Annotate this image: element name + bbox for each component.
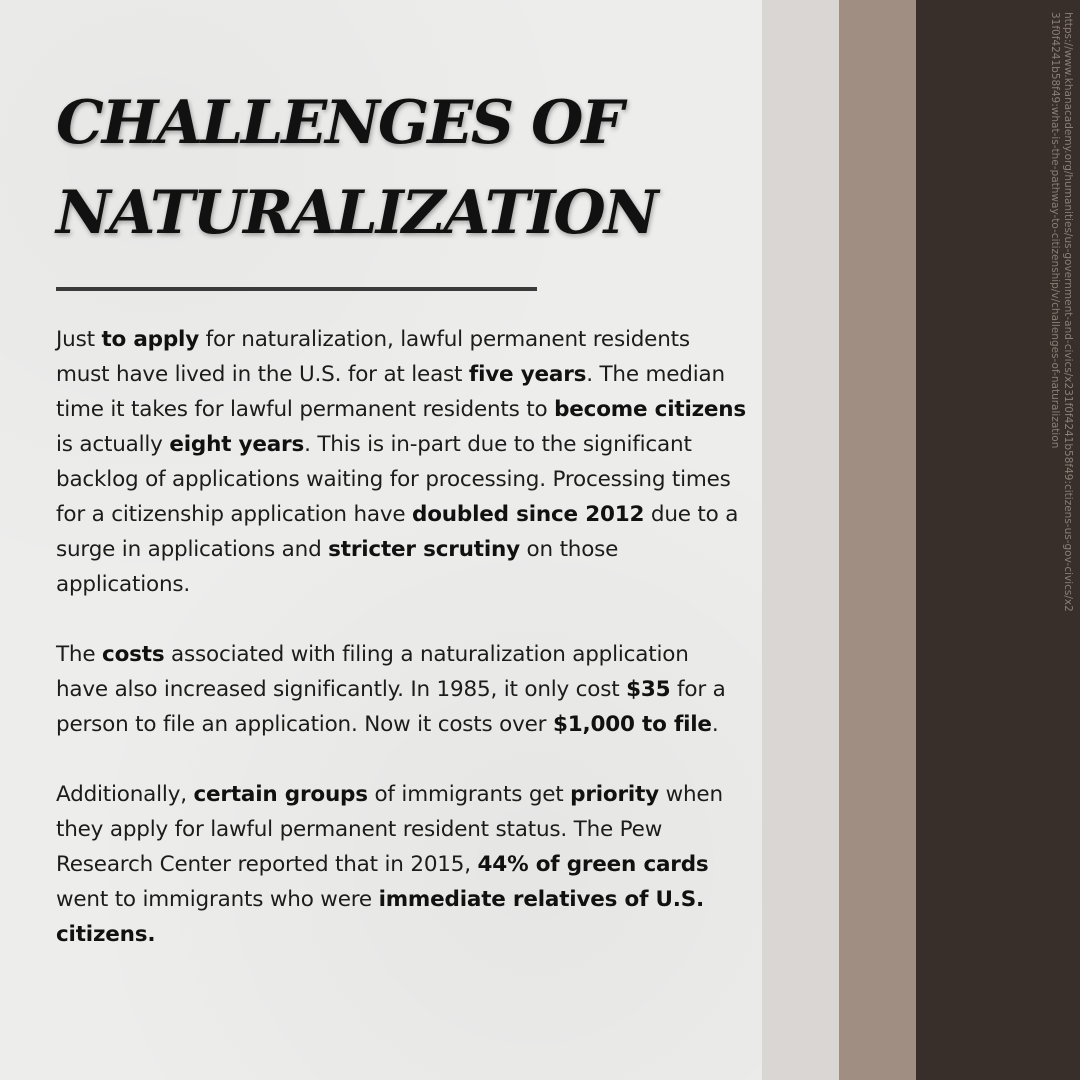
title-divider [56, 287, 537, 291]
emphasized-text: $35 [626, 677, 671, 702]
emphasized-text: $1,000 to file [552, 712, 712, 737]
paragraph-text: due to a surge in applications and [56, 502, 739, 562]
paragraph-text: on those applications. [56, 537, 619, 597]
emphasized-text: costs [102, 642, 165, 667]
emphasized-text: priority [570, 782, 659, 807]
paragraph-text: for naturalization, lawful permanent residents must have lived in the U.S. for at least [56, 327, 690, 387]
source-url: https://www.khanacademy.org/humanities/us-government-and-civics/x231f0f4241b58f49:citizens-us-gov-civics/x231f0f4241b58f49:what-is-the-pathway-to-citizenship/v/challenges-of-naturalization [1049, 12, 1074, 612]
emphasized-text: immediate relatives of U.S. citizens. [56, 887, 705, 947]
emphasized-text: five years [468, 362, 587, 387]
page-title-line-1: CHALLENGES OF [56, 88, 623, 158]
emphasized-text: to apply [101, 327, 200, 352]
paragraph-text: went to immigrants who were [56, 887, 379, 912]
emphasized-text: eight years [169, 432, 305, 457]
emphasized-text: 44% of green cards [477, 852, 709, 877]
paragraph-text: . This is in-part due to the significant backlog of applications waiting for processing. Processing times for a citizenship application have [56, 432, 731, 527]
body-paragraph [56, 777, 746, 952]
article-body [56, 322, 746, 987]
emphasized-text: certain groups [193, 782, 368, 807]
emphasized-text: stricter scrutiny [328, 537, 520, 562]
paragraph-text: is actually [56, 432, 170, 457]
paragraph-text: associated with filing a naturalization application have also increased significantly. In 1985, it only cost [56, 642, 689, 702]
page-title [56, 78, 736, 258]
paragraph-text: of immigrants get [367, 782, 571, 807]
paragraph-text: when they apply for lawful permanent resident status. The Pew Research Center reported that in 2015, [56, 782, 723, 877]
paragraph-text: Additionally, [56, 782, 194, 807]
decorative-stripe-light [762, 0, 839, 1080]
emphasized-text: doubled since 2012 [412, 502, 645, 527]
paragraph-text: . The median time it takes for lawful permanent residents to [56, 362, 725, 422]
decorative-stripe-taupe [839, 0, 916, 1080]
body-paragraph [56, 637, 746, 742]
paragraph-text: for a person to file an application. Now it costs over [56, 677, 726, 737]
paragraph-text: . [711, 712, 719, 737]
paragraph-text: The [56, 642, 103, 667]
emphasized-text: become citizens [554, 397, 747, 422]
page-title-line-2: NATURALIZATION [56, 178, 657, 248]
body-paragraph [56, 322, 746, 602]
paragraph-text: Just [56, 327, 102, 352]
